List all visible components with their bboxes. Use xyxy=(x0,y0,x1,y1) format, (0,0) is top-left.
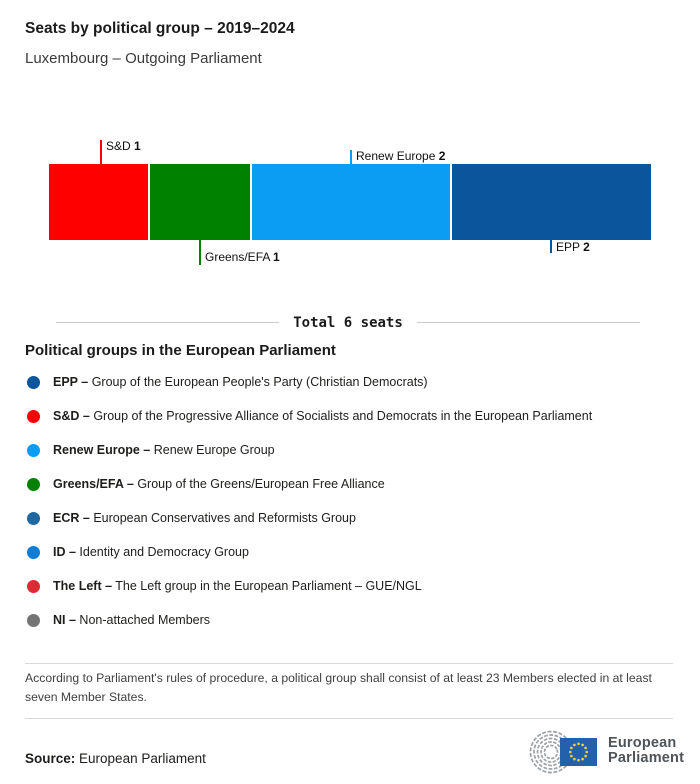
legend-item-the-left: The Left – The Left group in the European Parliament – GUE/NGL xyxy=(27,569,687,603)
legend-item-ni: NI – Non-attached Members xyxy=(27,603,687,637)
logo-wordmark xyxy=(608,736,684,767)
legend-item-ecr: ECR – European Conservatives and Reformists Group xyxy=(27,501,687,535)
logo-line-2: Parliament xyxy=(608,750,685,766)
callout-group-name: Renew Europe xyxy=(356,149,436,163)
source-line xyxy=(25,751,206,766)
legend-dot-renew-europe xyxy=(27,444,40,457)
callout-label-renew xyxy=(356,149,445,163)
callout-seat-count: 1 xyxy=(134,139,141,153)
callout-label-sd xyxy=(106,139,141,153)
legend-dot-sd xyxy=(27,410,40,423)
legend-item-description: Group of the Greens/European Free Alliance xyxy=(137,477,385,491)
legend-heading: Political groups in the European Parliament xyxy=(25,342,336,359)
source-label: Source: xyxy=(25,751,76,766)
callout-tick-renew xyxy=(350,150,352,164)
legend-dot-ni xyxy=(27,614,40,627)
legend-item-description: Renew Europe Group xyxy=(153,443,275,457)
hemicycle-icon xyxy=(524,728,604,774)
callout-group-name: EPP xyxy=(556,240,580,254)
legend-item-sd: S&D – Group of the Progressive Alliance of Socialists and Democrats in the European Parliament xyxy=(27,399,687,433)
callout-group-name: Greens/EFA xyxy=(205,250,270,264)
legend-dot-ecr xyxy=(27,512,40,525)
legend-item-id: ID – Identity and Democracy Group xyxy=(27,535,687,569)
legend-item-description: Non-attached Members xyxy=(79,613,211,627)
legend-dot-id xyxy=(27,546,40,559)
footnote-text: According to Parliament's rules of procedure, a political group shall consist of at least 23 Members elected in at least seven Member States. xyxy=(25,671,652,704)
legend-item-description: European Conservatives and Reformists Group xyxy=(93,511,356,525)
bar-segment-renew-europe[interactable] xyxy=(252,164,451,240)
footer-rule-bottom xyxy=(25,718,673,719)
bar-segment-epp[interactable] xyxy=(452,164,651,240)
page-subtitle: Luxembourg – Outgoing Parliament xyxy=(25,50,262,67)
callout-tick-sd xyxy=(100,140,102,164)
divider-line-left xyxy=(56,322,279,323)
european-parliament-logo xyxy=(524,728,684,774)
page-title: Seats by political group – 2019–2024 xyxy=(25,20,295,37)
legend-item-greens-efa: Greens/EFA – Group of the Greens/European Free Alliance xyxy=(27,467,687,501)
bar-segment-sd[interactable] xyxy=(49,164,148,240)
source-value: European Parliament xyxy=(79,751,206,766)
legend-dot-the-left xyxy=(27,580,40,593)
eu-flag-icon xyxy=(560,738,597,766)
callout-tick-epp xyxy=(550,240,552,253)
divider-line-right xyxy=(417,322,640,323)
legend-item-description: Identity and Democracy Group xyxy=(79,545,249,559)
callout-label-epp xyxy=(556,240,590,254)
legend-dot-epp xyxy=(27,376,40,389)
total-seats-label: Total 6 seats xyxy=(293,314,403,331)
legend-item-description: Group of the Progressive Alliance of Socialists and Democrats in the European Parliament xyxy=(93,409,593,423)
callout-seat-count: 1 xyxy=(273,250,280,264)
callout-group-name: S&D xyxy=(106,139,131,153)
callout-seat-count: 2 xyxy=(583,240,590,254)
legend-item-renew-europe: Renew Europe – Renew Europe Group xyxy=(27,433,687,467)
legend-item-description: The Left group in the European Parliament – GUE/NGL xyxy=(115,579,422,593)
logo-line-1: European xyxy=(608,734,677,751)
legend-item-epp: EPP – Group of the European People's Party (Christian Democrats) xyxy=(27,365,687,399)
stacked-seat-bar xyxy=(49,164,651,240)
callout-tick-greens-efa xyxy=(199,240,201,265)
legend-item-description: Group of the European People's Party (Christian Democrats) xyxy=(91,375,428,389)
legend-dot-greens-efa xyxy=(27,478,40,491)
legend-list xyxy=(27,365,687,637)
bar-segment-greens-efa[interactable] xyxy=(150,164,249,240)
callout-seat-count: 2 xyxy=(438,149,446,163)
footer-rule-top xyxy=(25,663,673,664)
total-divider xyxy=(56,314,640,331)
callout-label-greens-efa xyxy=(205,250,280,264)
